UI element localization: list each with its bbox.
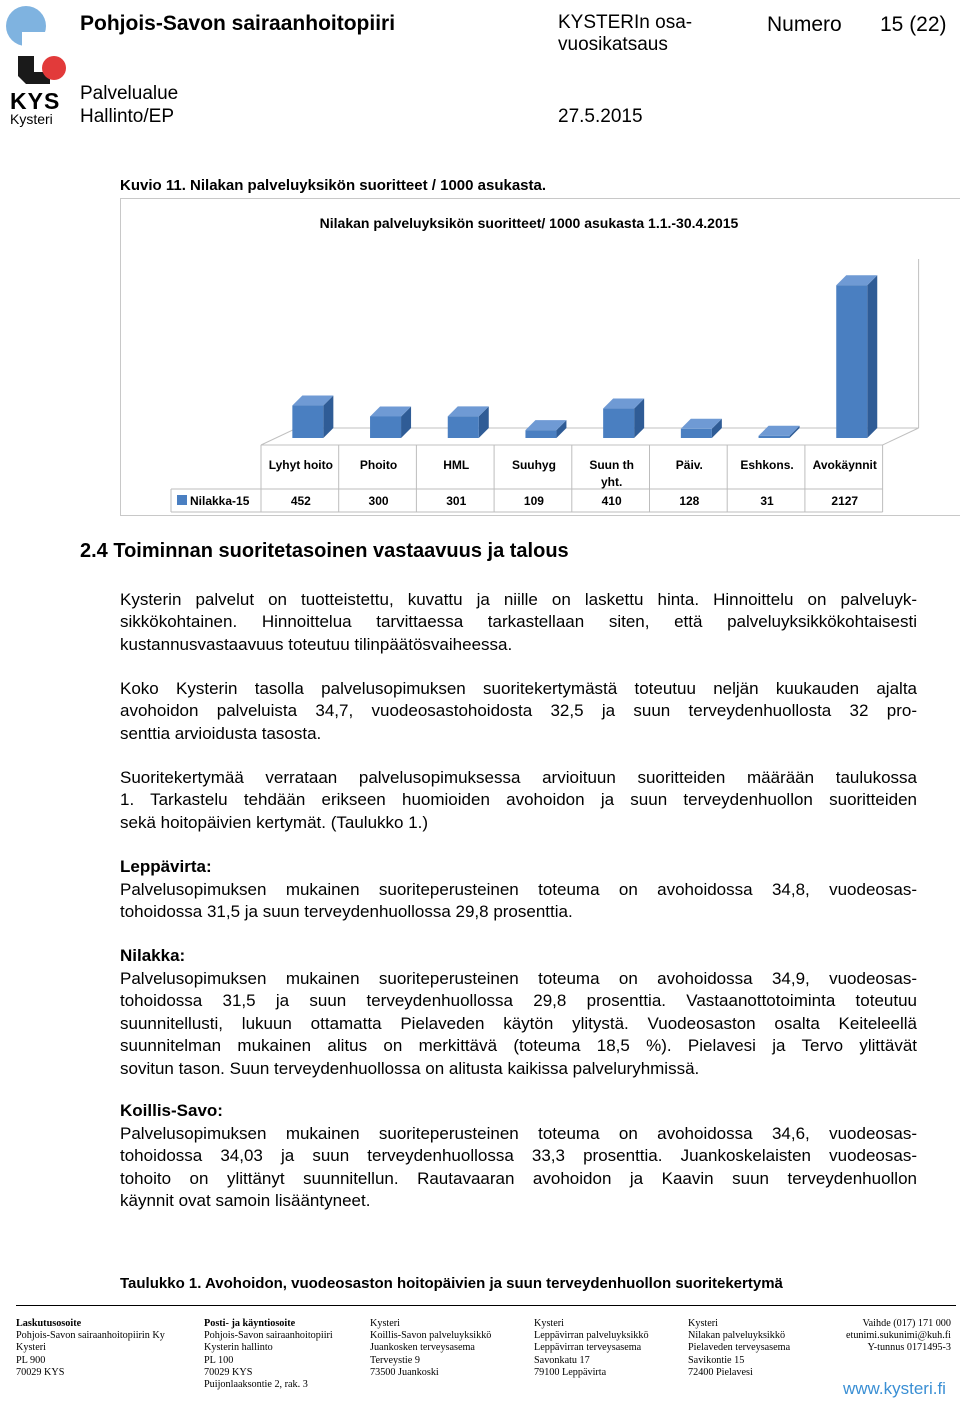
text-line: senttia arvioidusta tasosta.	[120, 723, 322, 743]
figure-caption: Kuvio 11. Nilakan palveluyksikön suoritteet / 1000 asukasta.	[120, 177, 547, 194]
footer-koillis-savo-address	[370, 1318, 491, 1379]
footer-line: Vaihde (017) 171 000	[862, 1318, 951, 1329]
bar-side	[867, 275, 877, 438]
data-value: 301	[446, 494, 467, 508]
paragraph-comparison	[120, 767, 917, 834]
data-value: 300	[368, 494, 389, 508]
bar	[292, 406, 323, 438]
chart-canvas	[121, 199, 960, 517]
category-label: Avokäynnit	[812, 458, 877, 472]
text-line: sikkökohtainen. Hinnoittelua tarvittaessa tarkastellaan siten, että palveluyksikkökohtaisesti	[120, 612, 917, 632]
category-label-line2: yht.	[600, 475, 623, 489]
footer-line: 73500 Juankoski	[370, 1366, 439, 1378]
footer-divider	[16, 1305, 956, 1306]
footer-postal-address	[204, 1318, 333, 1391]
category-label: Suuhyg	[511, 458, 556, 472]
footer-line: 70029 KYS	[16, 1366, 65, 1378]
paragraph-pricing	[120, 589, 917, 656]
footer-line: Savikontie 15	[688, 1354, 745, 1366]
footer-line: PL 100	[204, 1354, 234, 1366]
area-label: Palvelualue	[80, 83, 179, 104]
text-line: 1. Tarkastelu tehdään erikseen huomioiden avohoidon ja suun terveydenhuollon suoritteiden	[120, 790, 917, 810]
bar	[525, 430, 556, 438]
footer-nilakka-address	[688, 1318, 790, 1379]
chart-title: Nilakan palveluyksikön suoritteet/ 1000 asukasta 1.1.-30.4.2015	[319, 215, 739, 231]
footer-line: Leppävirran terveysasema	[534, 1342, 642, 1354]
text-line: suunnitellusti, lukuun ottamatta Pielaveden käytön ylitystä. Vuodeosaston osalta Keiteleellä	[120, 1013, 917, 1033]
text-line: Palvelusopimuksen mukainen suoriteperusteinen toteuma on avohoidossa 34,9, vuodeosas-	[120, 969, 917, 988]
footer-line: Terveystie 9	[370, 1354, 420, 1366]
text-line: käynnit ovat samoin lisääntyneet.	[120, 1191, 371, 1211]
footer-line: Kysteri	[688, 1318, 718, 1329]
footer-line: etunimi.sukunimi@kuh.fi	[845, 1330, 951, 1342]
text-line: tohoidossa 34,03 ja suun terveydenhuollossa 33,3 prosenttia. Juankoskelaisten vuodeosas-	[120, 1146, 917, 1166]
footer-line: Puijonlaaksontie 2, rak. 3	[204, 1379, 308, 1391]
document-date: 27.5.2015	[558, 106, 643, 127]
footer-line: Laskutusosoite	[16, 1318, 82, 1329]
category-label: Phoito	[359, 458, 398, 472]
paragraph-accumulation	[120, 678, 917, 745]
footer-line: Pohjois-Savon sairaanhoitopiirin Ky	[16, 1330, 165, 1342]
footer-line: PL 900	[16, 1354, 46, 1366]
text-line: Palvelusopimuksen mukainen suoriteperusteinen toteuma on avohoidossa 34,6, vuodeosas-	[120, 1124, 917, 1143]
text-line: suunnitelman mukainen alitus on merkittävä (toteuma 18,5 %). Pielavesi ja Tervo ylittävät	[120, 1036, 917, 1056]
text-line: avohoidon palveluista 34,7, vuodeosastohoidosta 32,5 ja suun terveydenhuollosta 32 pro-	[120, 701, 917, 721]
footer-line: 79100 Leppävirta	[534, 1366, 607, 1378]
category-label: HML	[443, 458, 470, 472]
text-line: Koko Kysterin tasolla palvelusopimuksen suoritekertymästä toteutuu neljän kuukauden ajalta	[120, 679, 917, 698]
footer-line: 72400 Pielavesi	[688, 1366, 753, 1378]
footer-line: Pielaveden terveysasema	[688, 1342, 791, 1354]
footer-line: Kysteri	[370, 1318, 400, 1329]
text-line: Suoritekertymää verrataan palvelusopimuksessa arvioituun suoritteiden määrään taulukossa	[120, 768, 917, 787]
legend-key	[177, 495, 187, 505]
footer-line: Kysterin hallinto	[204, 1342, 273, 1354]
organization-name: Pohjois-Savon sairaanhoitopiiri	[80, 12, 396, 35]
section-heading: 2.4 Toiminnan suoritetasoinen vastaavuus ja talous	[80, 540, 569, 562]
paragraph-koillis-savo	[120, 1123, 917, 1213]
document-title-line1: KYSTERIn osa-	[558, 12, 693, 33]
text-line: tohoito on ylittänyt suunnitellun. Rautavaaran avohoidon ja Kaavin suun terveydenhuollon	[120, 1168, 917, 1188]
page-number: 15 (22)	[880, 13, 947, 36]
footer-line: Savonkatu 17	[534, 1354, 590, 1366]
footer-line: 70029 KYS	[204, 1366, 253, 1378]
footer-line: Koillis-Savon palveluyksikkö	[370, 1330, 492, 1342]
text-line: kustannusvastaavuus toteutuu tilinpäätösvaiheessa.	[120, 634, 513, 654]
text-line: tohoidossa 31,5 ja suun terveydenhuollossa 29,8 prosenttia. Vastaanottotoiminta toteutuu	[120, 991, 917, 1011]
text-line: Palvelusopimuksen mukainen suoriteperusteinen toteuma on avohoidossa 34,8, vuodeosas-	[120, 880, 917, 899]
data-value: 410	[601, 494, 622, 508]
footer-line: Kysteri	[534, 1318, 564, 1329]
footer-leppavirta-address	[534, 1318, 649, 1379]
category-label: Suun th	[589, 458, 634, 472]
number-label: Numero	[767, 13, 842, 36]
category-label: Lyhyt hoito	[268, 458, 333, 472]
data-value: 109	[523, 494, 544, 508]
bar-top	[759, 426, 800, 436]
bar	[370, 416, 401, 438]
footer-contact-info	[800, 1318, 951, 1355]
footer-line: Pohjois-Savon sairaanhoitopiiri	[204, 1330, 333, 1342]
bar-chart	[120, 198, 960, 516]
footer-line: Leppävirran palveluyksikkö	[534, 1330, 649, 1342]
leppavirta-heading: Leppävirta:	[120, 857, 212, 876]
nilakka-heading: Nilakka:	[120, 946, 186, 965]
paragraph-nilakka	[120, 968, 917, 1080]
bar	[448, 416, 479, 438]
category-label: Päiv.	[675, 458, 703, 472]
footer-line: Juankosken terveysasema	[370, 1342, 475, 1354]
category-label: Eshkons.	[740, 458, 794, 472]
bar	[836, 285, 867, 438]
logo-subtext: Kysteri	[10, 111, 53, 127]
footer-billing-address	[16, 1318, 165, 1379]
chart-floor	[261, 428, 919, 445]
bar	[681, 429, 712, 438]
document-title	[558, 12, 738, 56]
text-line: sekä hoitopäivien kertymät. (Taulukko 1.)	[120, 812, 429, 832]
text-line: tohoidossa 31,5 ja suun terveydenhuollossa 29,8 prosenttia.	[120, 902, 573, 922]
footer-line: Kysteri	[16, 1342, 46, 1354]
data-value: 128	[679, 494, 700, 508]
document-title-line2: vuosikatsaus	[558, 34, 668, 55]
footer-line: Posti- ja käyntiosoite	[204, 1318, 296, 1329]
footer-line: Y-tunnus 0171495-3	[867, 1342, 951, 1354]
bar	[603, 409, 634, 438]
data-value: 452	[290, 494, 311, 508]
table-caption: Taulukko 1. Avohoidon, vuodeosaston hoitopäivien ja suun terveydenhuollon suoritekertymä	[120, 1275, 783, 1292]
website-link[interactable]: www.kysteri.fi	[843, 1379, 946, 1398]
text-line: Kysterin palvelut on tuotteistettu, kuvattu ja niille on laskettu hinta. Hinnoittelu on palveluyk-	[120, 590, 917, 609]
text-line: sovitun tason. Suun terveydenhuollossa on alitusta kaikissa palveluryhmissä.	[120, 1058, 700, 1078]
koillis-savo-heading: Koillis-Savo:	[120, 1101, 223, 1120]
footer-line: Nilakan palveluyksikkö	[688, 1330, 786, 1342]
paragraph-leppavirta	[120, 879, 917, 924]
kys-logo	[4, 4, 70, 128]
department: Hallinto/EP	[80, 106, 174, 127]
data-value: 2127	[831, 494, 859, 508]
bar	[759, 436, 790, 438]
logo-text: KYS	[10, 88, 61, 114]
series-name: Nilakka-15	[190, 494, 250, 508]
data-value: 31	[760, 494, 774, 508]
